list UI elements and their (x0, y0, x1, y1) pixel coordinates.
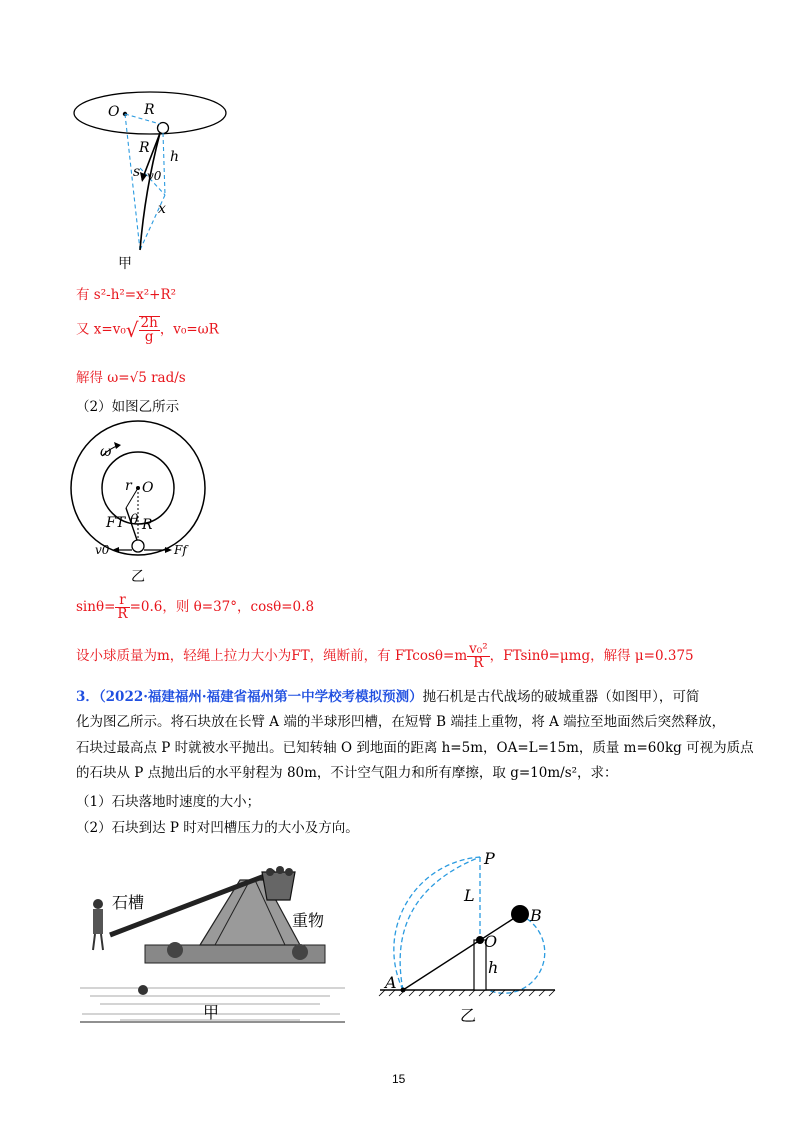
label-L: L (464, 886, 475, 905)
page-number: 15 (392, 1072, 406, 1086)
label-B: B (530, 906, 542, 925)
label-omega: ω (100, 444, 112, 460)
label-theta: θ (130, 512, 139, 528)
label-stone-slot: 石槽 (112, 893, 145, 912)
label-R-top: R (144, 102, 155, 118)
label-A: A (385, 973, 397, 992)
part-2-heading: （2）如图乙所示 (76, 399, 180, 415)
problem-3-line-1: 3．（2022·福建福州·福建省福州第一中学校考模拟预测）抛石机是古代战场的破城重器（如图甲），可简 (76, 689, 700, 705)
label-P: P (484, 849, 495, 868)
solution-line-2: 又 x=v₀√ $\frac{2h}{g}$ ，v₀=ωR (76, 315, 219, 345)
label-counterweight: 重物 (292, 911, 325, 930)
label-O-bottom: O (484, 932, 498, 951)
label-v0: v0 (147, 169, 162, 183)
label-s: s (133, 164, 141, 180)
label-O-yi: O (142, 480, 154, 496)
solution2-line-1: sinθ= $\frac{r}{R}$ =0.6，则 θ=37°，cosθ=0.8 (76, 592, 315, 622)
problem-3-line-2: 化为图乙所示。将石块放在长臂 A 端的半球形凹槽，在短臂 B 端挂上重物，将 A 端拉至地面然后突然释放， (76, 714, 726, 730)
solution-line-1: 有 s²-h²=x²+R² (76, 287, 177, 303)
label-x: x (158, 201, 166, 217)
label-h: h (170, 149, 180, 165)
solution2-line-2: 设小球质量为m，轻绳上拉力大小为FT，绳断前，有 FTcosθ=m $\frac{\text{v₀²}}{R}$ ，FTsinθ=μmg，解得 μ=0.375 (76, 641, 694, 671)
caption-jia-top: 甲 (118, 256, 132, 272)
problem-3-line-4: 的石块从 P 点抛出后的水平射程为 80m，不计空气阻力和所有摩擦，取 g=10m/s²，求： (76, 765, 618, 781)
label-FT: FT (106, 515, 126, 531)
label-O: O (108, 104, 120, 120)
solution-line-3: 解得 ω=√5 rad/s (76, 370, 186, 386)
caption-jia-bottom: 甲 (203, 1003, 220, 1022)
question-2: （2）石块到达 P 时对凹槽压力的大小及方向。 (76, 820, 359, 836)
caption-yi-top: 乙 (131, 569, 145, 585)
problem-3-line-3: 石块过最高点 P 时就被水平抛出。已知转轴 O 到地面的距离 h=5m，OA=L=15m，质量 m=60kg 可视为质点 (76, 740, 754, 756)
label-v0-yi: v0 (95, 543, 110, 557)
label-R-yi: R (142, 517, 153, 533)
problem-source: （2022·福建福州·福建省福州第一中学校考模拟预测） (98, 689, 423, 705)
label-h-bottom: h (488, 958, 499, 977)
caption-yi-bottom: 乙 (460, 1006, 477, 1025)
label-Ff: Ff (174, 543, 187, 557)
problem-number: 3． (76, 689, 99, 705)
label-r: r (125, 478, 132, 494)
label-R-side: R (139, 140, 150, 156)
question-1: （1）石块落地时速度的大小； (76, 794, 261, 810)
